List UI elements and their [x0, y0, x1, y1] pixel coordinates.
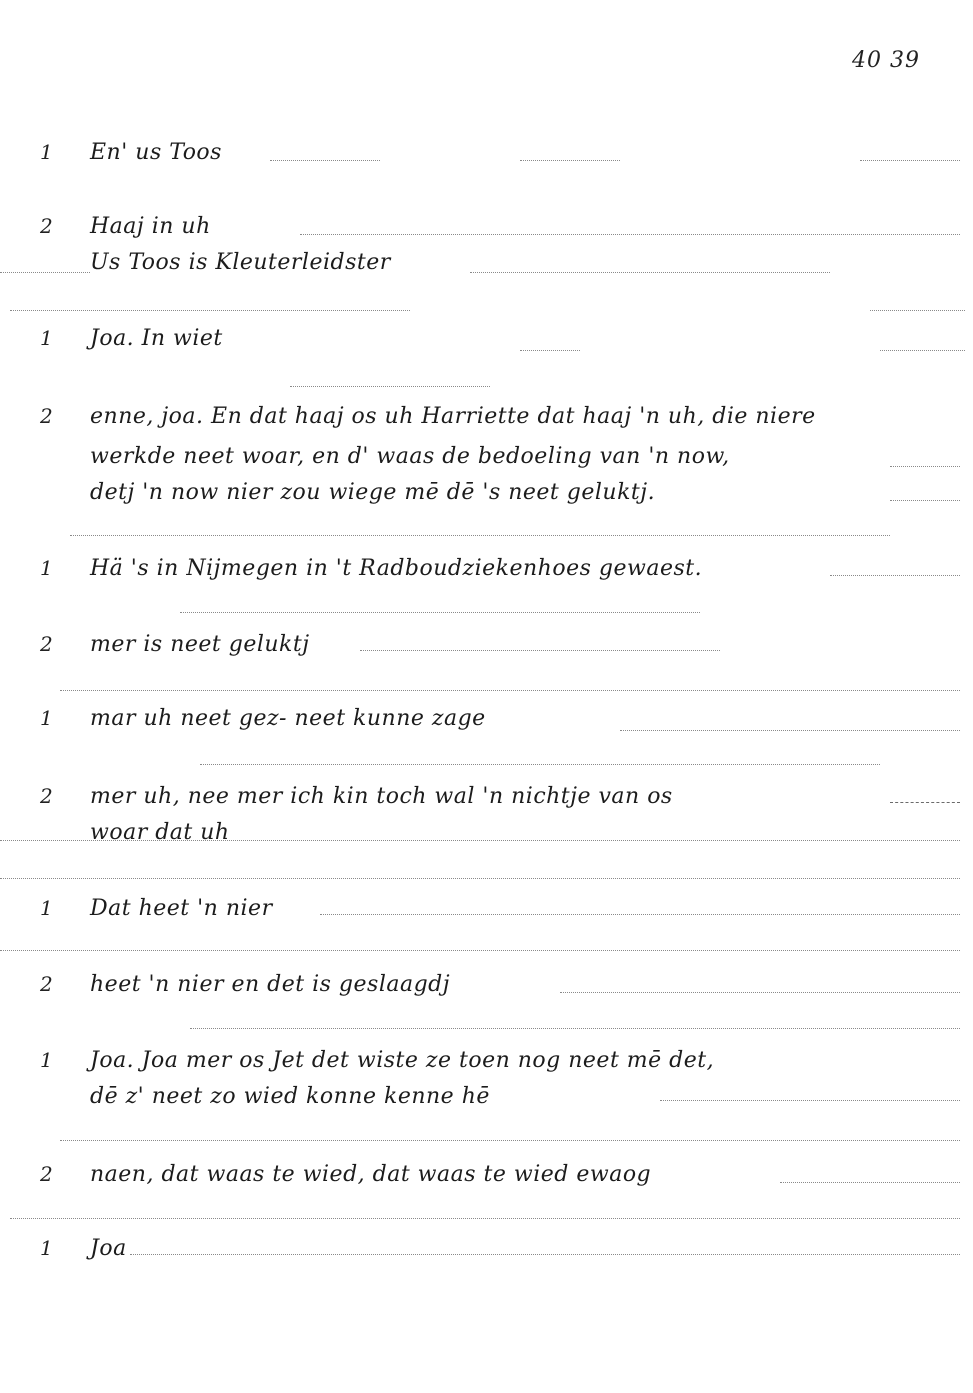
- utterance-line: mar uh neet gez- neet kunne zage: [90, 706, 486, 731]
- utterance-line: woar dat uh: [90, 820, 230, 845]
- transcript-turn: [40, 1236, 940, 1266]
- utterance-line: Us Toos is Kleuterleidster: [90, 250, 391, 275]
- speaker-number: 1: [40, 896, 53, 920]
- utterance-line: heet 'n nier en det is geslaagdj: [90, 972, 451, 997]
- speaker-number: 1: [40, 326, 53, 350]
- form-rule: [200, 764, 880, 765]
- speaker-number: 2: [40, 214, 53, 238]
- form-rule: [10, 1218, 960, 1219]
- utterance-line: mer is neet geluktj: [90, 632, 310, 657]
- utterance-line: naen, dat waas te wied, dat waas te wied ewaog: [90, 1162, 652, 1187]
- utterance-line: Dat heet 'n nier: [90, 896, 273, 921]
- transcript-turn: [40, 706, 940, 736]
- speaker-number: 1: [40, 1048, 53, 1072]
- page-number: 40 39: [852, 48, 920, 73]
- speaker-number: 2: [40, 632, 53, 656]
- utterance-line: Joa: [90, 1236, 127, 1261]
- form-rule: [70, 535, 890, 536]
- speaker-number: 2: [40, 972, 53, 996]
- form-rule: [290, 386, 490, 387]
- form-rule: [0, 950, 960, 951]
- speaker-number: 1: [40, 140, 53, 164]
- transcript-turn: [40, 784, 940, 854]
- speaker-number: 2: [40, 1162, 53, 1186]
- transcript-turn: [40, 1048, 940, 1118]
- speaker-number: 1: [40, 706, 53, 730]
- speaker-number: 1: [40, 1236, 53, 1260]
- transcript-turn: [40, 972, 940, 1002]
- speaker-number: 1: [40, 556, 53, 580]
- utterance-line: Hä 's in Nijmegen in 't Radboudziekenhoes gewaest.: [90, 556, 703, 581]
- form-rule: [10, 310, 410, 311]
- speaker-number: 2: [40, 404, 53, 428]
- utterance-line: detj 'n now nier zou wiege mē dē 's neet geluktj.: [90, 480, 656, 505]
- utterance-line: mer uh, nee mer ich kin toch wal 'n nichtje van os: [90, 784, 673, 809]
- utterance-line: dē z' neet zo wied konne kenne hē: [90, 1084, 490, 1109]
- transcript-turn: [40, 556, 940, 586]
- transcript-turn: [40, 1162, 940, 1192]
- transcript-turn: [40, 632, 940, 662]
- utterance-line: Joa. Joa mer os Jet det wiste ze toen nog neet mē det,: [90, 1048, 715, 1073]
- transcript-turn: [40, 140, 940, 170]
- utterance-line: En' us Toos: [90, 140, 222, 165]
- speaker-number: 2: [40, 784, 53, 808]
- form-rule: [0, 878, 960, 879]
- form-rule: [60, 1140, 960, 1141]
- utterance-line: enne, joa. En dat haaj os uh Harriette dat haaj 'n uh, die niere: [90, 404, 816, 429]
- transcript-turn: [40, 404, 940, 514]
- utterance-line: Joa. In wiet: [90, 326, 223, 351]
- utterance-line: Haaj in uh: [90, 214, 211, 239]
- transcript-turn: [40, 214, 940, 284]
- form-rule: [870, 310, 965, 311]
- form-rule: [180, 612, 700, 613]
- form-rule: [60, 690, 960, 691]
- utterance-line: werkde neet woar, en d' waas de bedoeling van 'n now,: [90, 444, 730, 469]
- transcript-turn: [40, 326, 940, 356]
- transcript-turn: [40, 896, 940, 926]
- form-rule: [190, 1028, 960, 1029]
